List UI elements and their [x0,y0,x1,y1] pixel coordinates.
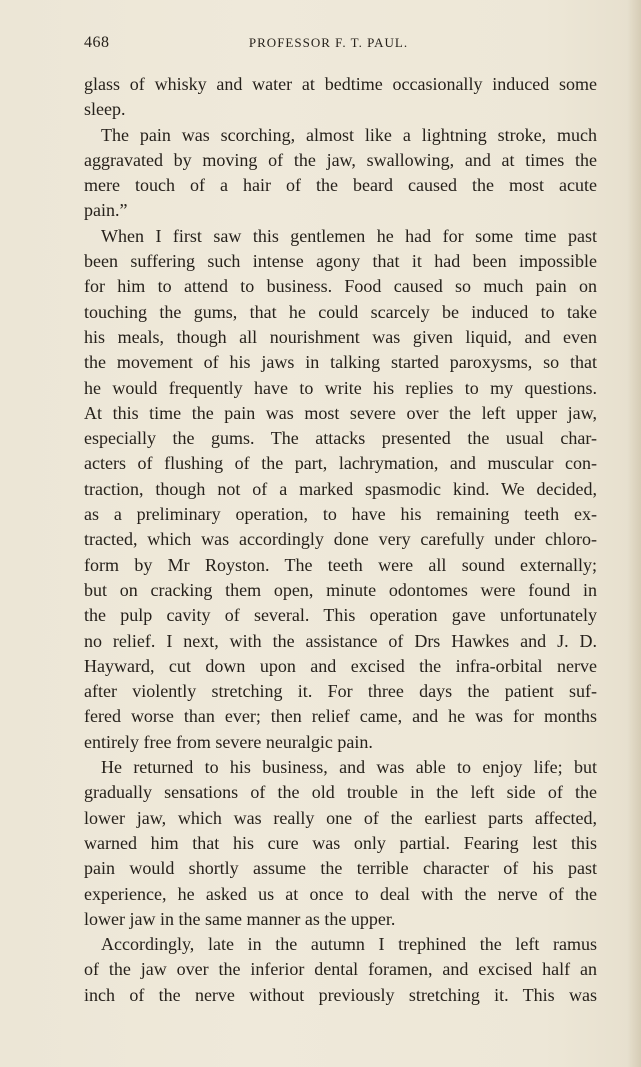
text-line: sleep. [84,99,126,120]
text-line: glass of whisky and water at bedtime occasionally induced some [84,74,597,94]
text-line: gradually sensations of the old trouble in the left side of the [84,782,597,803]
text-line: pain.” [84,200,128,221]
text-line: the movement of his jaws in talking started paroxysms, so that [84,352,597,373]
text-line: no relief. I next, with the assistance of Drs Hawkes and J. D. [84,630,597,651]
page-number: 468 [84,34,110,51]
text-line: inch of the nerve without previously stretching it. This was [84,984,597,1005]
page-edge-shadow [627,0,641,1067]
text-line: his meals, though all nourishment was given liquid, and even [84,326,597,347]
body-text [84,72,597,1008]
text-line: but on cracking them open, minute odontomes were found in [84,579,597,600]
text-line: lower jaw in the same manner as the upper. [84,908,396,929]
text-line: Hayward, cut down upon and excised the infra-orbital nerve [84,655,597,676]
text-line: When I first saw this gentlemen he had for some time past [101,225,597,246]
running-head [84,34,557,56]
text-line: He returned to his business, and was able to enjoy life; but [101,757,597,778]
text-line: the pulp cavity of several. This operation gave unfortunately [84,605,597,626]
text-line: form by Mr Royston. The teeth were all sound externally; [84,554,597,575]
text-line: mere touch of a hair of the beard caused the most acute [84,175,597,196]
text-line: Accordingly, late in the autumn I trephined the left ramus [101,934,597,955]
text-line: after violently stretching it. For three days the patient suf- [84,681,597,702]
text-line: warned him that his cure was only partial. Fearing lest this [84,832,597,853]
text-line: lower jaw, which was really one of the earliest parts affected, [84,807,597,828]
text-line: he would frequently have to write his replies to my questions. [84,377,597,398]
running-title: PROFESSOR F. T. PAUL. [248,35,409,50]
text-line: The pain was scorching, almost like a lightning stroke, much [101,124,597,145]
text-line: experience, he asked us at once to deal with the nerve of the [84,883,597,904]
text-line: as a preliminary operation, to have his remaining teeth ex- [84,504,597,525]
text-line: pain would shortly assume the terrible character of his past [84,858,597,879]
text-line: touching the gums, that he could scarcely be induced to take [84,301,597,322]
text-line: especially the gums. The attacks presented the usual char- [84,428,597,449]
text-line: fered worse than ever; then relief came, and he was for months [84,706,597,727]
text-line: aggravated by moving of the jaw, swallowing, and at times the [84,149,597,170]
text-line: traction, though not of a marked spasmodic kind. We decided, [84,478,597,499]
text-line: acters of flushing of the part, lachrymation, and muscular con- [84,453,597,474]
text-line: entirely free from severe neuralgic pain. [84,731,373,752]
text-line: of the jaw over the inferior dental foramen, and excised half an [84,959,597,980]
text-line: been suffering such intense agony that it had been impossible [84,251,597,272]
text-line: for him to attend to business. Food caused so much pain on [84,276,597,297]
text-line: tracted, which was accordingly done very carefully under chloro- [84,529,597,550]
text-line: At this time the pain was most severe over the left upper jaw, [84,402,597,423]
